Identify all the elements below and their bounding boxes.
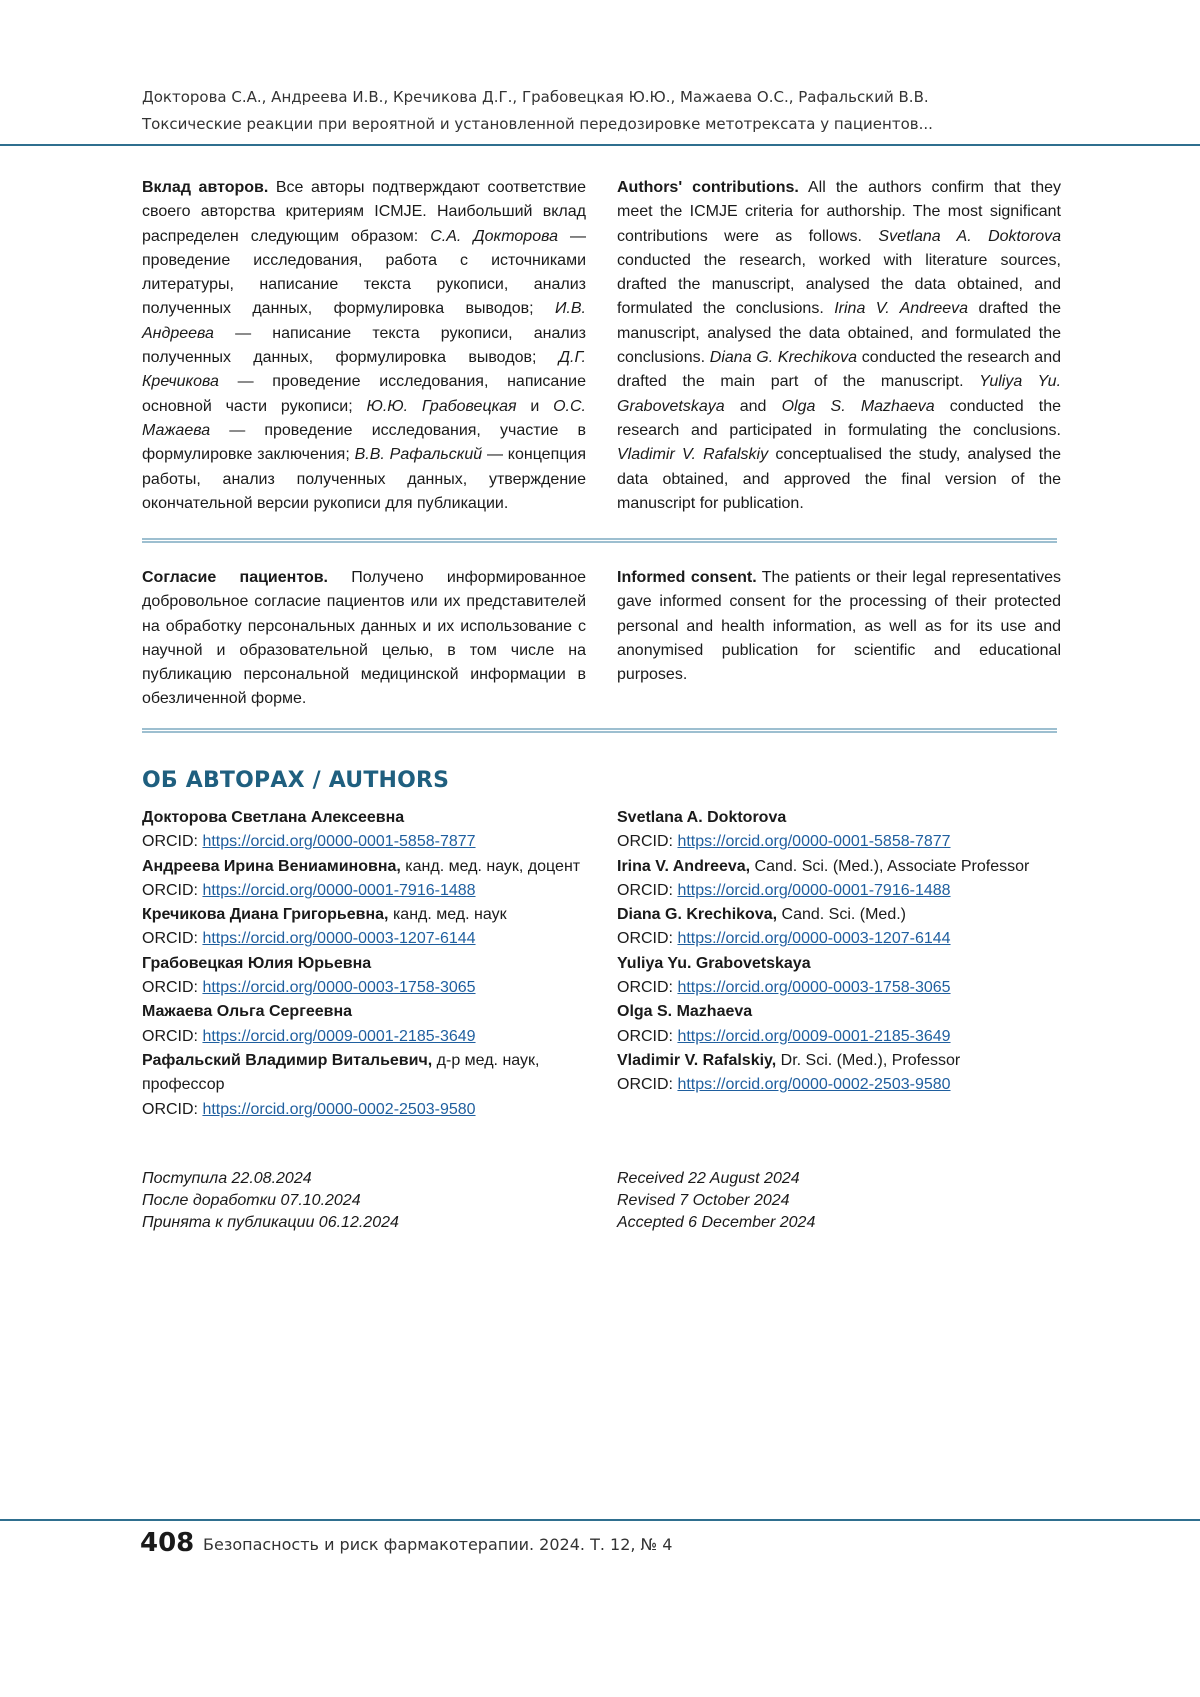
section-divider [142,538,1057,543]
date-accepted: Принята к публикации 06.12.2024 [142,1214,399,1231]
orcid-link[interactable]: https://orcid.org/0000-0003-1207-6144 [202,930,476,948]
orcid-line [617,1073,1077,1097]
date-revised: Revised 7 October 2024 [617,1192,790,1209]
orcid-link[interactable]: https://orcid.org/0000-0001-5858-7877 [677,833,951,851]
orcid-label: ORCID: [142,881,203,899]
author-name: Vladimir V. Rafalskiy, [617,1051,777,1069]
contrib-name: Olga S. Mazhaeva [781,397,935,415]
running-header [142,84,1162,138]
footer-rule [0,1519,1200,1521]
author-entry [617,806,1077,830]
orcid-line [617,1025,1077,1049]
contributions-en-heading: Authors' contributions. [617,179,799,196]
authors-list-ru [142,806,582,1122]
contrib-text: — проведение исследования, участие в формулировке заключения; [142,421,586,464]
author-degree: д-р мед. наук, профессор [142,1051,540,1094]
author-entry [142,1049,582,1098]
contrib-name: Ю.Ю. Грабовецкая [366,397,517,415]
author-name: Svetlana A. Doktorova [617,809,787,826]
author-entry [142,903,582,927]
consent-en-text: The patients or their legal representatives gave informed consent for the processing of their protected personal and health information, as well as for its use and anonymised publication for scientific and educational purposes. [617,569,1061,684]
authors-section-title: ОБ АВТОРАХ / AUTHORS [142,768,450,793]
contributions-en [617,176,1061,516]
author-name: Diana G. Krechikova, [617,906,778,924]
contrib-text: — проведение исследования, работа с источниками литературы, написание текста рукописи, анализ полученных данных, формулировка выводов; [142,227,587,318]
orcid-line [142,830,582,854]
orcid-link[interactable]: https://orcid.org/0009-0001-2185-3649 [677,1027,951,1045]
journal-citation: Безопасность и риск фармакотерапии. 2024. Т. 12, № 4 [203,1535,673,1554]
section-divider [142,728,1057,733]
orcid-link[interactable]: https://orcid.org/0000-0001-5858-7877 [202,833,476,851]
orcid-link[interactable]: https://orcid.org/0000-0002-2503-9580 [677,1076,951,1094]
contributions-ru-heading: Вклад авторов. [142,179,269,196]
author-entry [142,952,582,976]
contrib-name: Д.Г. Кречикова [142,349,586,391]
author-entry [142,806,582,830]
contrib-name: Yuliya Yu. Grabovetskaya [617,373,1062,415]
author-entry [617,855,1077,879]
contrib-text: conceptualised the study, analysed the data obtained, and approved the final version of the manuscript for publication. [617,446,1062,512]
orcid-label: ORCID: [142,1027,203,1045]
consent-en-heading: Informed consent. [617,569,757,586]
contrib-name: Diana G. Krechikova [709,349,858,367]
author-degree: канд. мед. наук, доцент [400,857,581,875]
contributions-ru [142,176,586,516]
orcid-line [142,1098,582,1122]
author-name: Olga S. Mazhaeva [617,1003,753,1021]
contrib-text: — концепция работы, анализ полученных данных, утверждение окончательной версии рукописи для публикации. [142,446,587,512]
orcid-line [617,830,1077,854]
orcid-line [142,976,582,1000]
orcid-label: ORCID: [617,1076,678,1094]
header-rule [0,144,1200,146]
contrib-text: conducted the research and participated in formulating the conclusions. [617,397,1062,439]
consent-ru-text: Получено информированное добровольное согласие пациентов или их представителей на обработку персональных данных и их использование с научной и образовательной целью, в том числе на публикацию персональной медицинской информации в обезличенной форме. [142,569,586,708]
orcid-line [617,879,1077,903]
author-entry [617,1000,1077,1024]
date-accepted: Accepted 6 December 2024 [617,1214,816,1231]
author-entry [617,1049,1077,1073]
author-name: Рафальский Владимир Витальевич, [142,1051,433,1069]
orcid-label: ORCID: [142,1100,203,1118]
orcid-label: ORCID: [617,1027,678,1045]
contrib-text: conducted the research and drafted the main part of the manuscript. [617,349,1061,391]
header-authors: Докторова С.А., Андреева И.В., Кречикова Д.Г., Грабовецкая Ю.Ю., Мажаева О.С., Рафальский В.В. [142,88,929,106]
author-degree: Cand. Sci. (Med.) [777,906,906,924]
author-degree: Dr. Sci. (Med.), Professor [776,1051,961,1069]
orcid-line [617,976,1077,1000]
contrib-text: conducted the research, worked with literature sources, drafted the manuscript, analysed the data obtained, and formulated the conclusions. [617,251,1061,318]
contrib-text: — написание текста рукописи, анализ полученных данных, формулировка выводов; [142,324,586,367]
contrib-name: Svetlana A. Doktorova [878,227,1061,245]
consent-ru-heading: Согласие пациентов. [142,569,329,586]
authors-list-en [617,806,1077,1098]
header-title: Токсические реакции при вероятной и установленной передозировке метотрексата у пациентов... [142,115,933,133]
orcid-line [142,879,582,903]
author-name: Irina V. Andreeva, [617,857,751,875]
contrib-name: В.В. Рафальский [354,446,483,464]
author-degree: канд. мед. наук [388,906,507,924]
author-name: Докторова Светлана Алексеевна [142,809,405,826]
contrib-text: — проведение исследования, написание основной части рукописи; [142,373,586,415]
orcid-label: ORCID: [617,979,678,997]
consent-en [617,566,1061,687]
orcid-label: ORCID: [142,833,203,851]
orcid-line [617,927,1077,951]
author-degree: Cand. Sci. (Med.), Associate Professor [750,857,1030,875]
page-number: 408 [140,1528,195,1558]
author-name: Андреева Ирина Вениаминовна, [142,857,401,875]
date-revised: После доработки 07.10.2024 [142,1192,361,1209]
contrib-text: and [724,397,782,415]
date-received: Поступила 22.08.2024 [142,1170,312,1187]
author-entry [617,903,1077,927]
contrib-text: drafted the manuscript, analysed the data obtained, and formulated the conclusions. [617,300,1062,367]
orcid-link[interactable]: https://orcid.org/0000-0002-2503-9580 [202,1100,476,1118]
author-entry [142,855,582,879]
orcid-link[interactable]: https://orcid.org/0000-0003-1207-6144 [677,930,951,948]
orcid-link[interactable]: https://orcid.org/0000-0001-7916-1488 [677,881,951,899]
orcid-link[interactable]: https://orcid.org/0000-0003-1758-3065 [677,979,951,997]
author-name: Кречикова Диана Григорьевна, [142,906,389,924]
orcid-link[interactable]: https://orcid.org/0000-0001-7916-1488 [202,881,476,899]
orcid-line [142,927,582,951]
contrib-text: и [516,397,554,415]
orcid-label: ORCID: [617,930,678,948]
orcid-link[interactable]: https://orcid.org/0009-0001-2185-3649 [202,1027,476,1045]
author-entry [617,952,1077,976]
orcid-link[interactable]: https://orcid.org/0000-0003-1758-3065 [202,979,476,997]
contrib-name: Irina V. Andreeva [834,300,969,318]
orcid-label: ORCID: [142,930,203,948]
author-name: Мажаева Ольга Сергеевна [142,1003,353,1021]
consent-ru [142,566,586,712]
orcid-line [142,1025,582,1049]
author-name: Yuliya Yu. Grabovetskaya [617,954,811,972]
orcid-label: ORCID: [617,881,678,899]
contrib-name: Vladimir V. Rafalskiy [617,446,769,464]
contributions-en-intro: All the authors confirm that they meet the ICMJE criteria for authorship. The most significant contributions were as follows. [617,179,1062,245]
contributions-ru-intro: Все авторы подтверждают соответствие своего авторства критериям ICMJE. Наибольший вклад распределен следующим образом: [142,179,586,245]
author-entry [142,1000,582,1024]
author-name: Грабовецкая Юлия Юрьевна [142,954,372,972]
contrib-name: С.А. Докторова [430,227,558,245]
dates-en [617,1168,815,1234]
date-received: Received 22 August 2024 [617,1170,800,1187]
orcid-label: ORCID: [617,833,678,851]
dates-ru [142,1168,399,1234]
contrib-name: О.С. Мажаева [142,397,586,439]
orcid-label: ORCID: [142,979,203,997]
contrib-name: И.В. Андреева [142,300,586,342]
